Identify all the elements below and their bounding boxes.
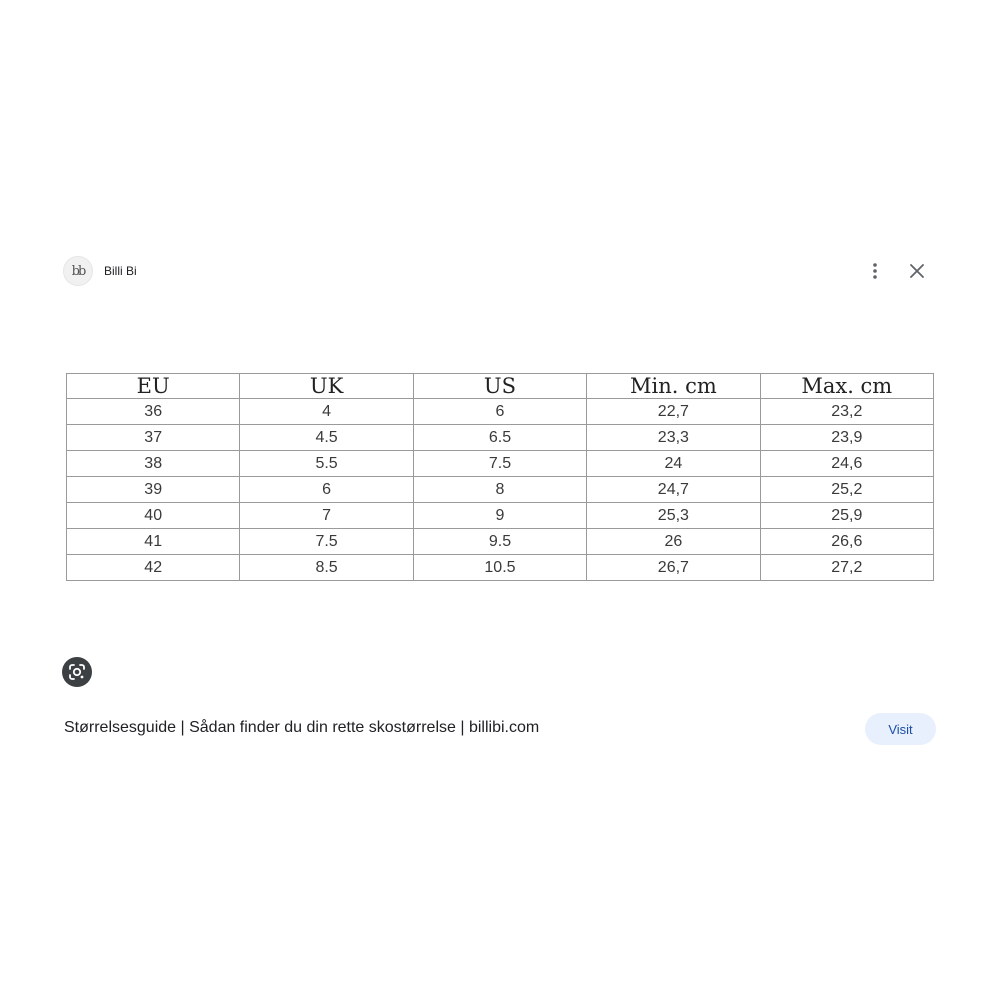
table-cell: 10.5 bbox=[413, 555, 586, 581]
result-header bbox=[63, 256, 937, 288]
table-cell: 23,9 bbox=[760, 425, 933, 451]
result-image[interactable] bbox=[66, 373, 934, 578]
table-cell: 8 bbox=[413, 477, 586, 503]
table-row bbox=[67, 451, 934, 477]
table-cell: 7.5 bbox=[240, 529, 413, 555]
table-cell: 26,6 bbox=[760, 529, 933, 555]
table-cell: 25,2 bbox=[760, 477, 933, 503]
table-header-row bbox=[67, 374, 934, 399]
table-cell: 27,2 bbox=[760, 555, 933, 581]
table-cell: 6 bbox=[413, 399, 586, 425]
table-cell: 4 bbox=[240, 399, 413, 425]
table-row bbox=[67, 399, 934, 425]
table-cell: 26,7 bbox=[587, 555, 760, 581]
google-lens-icon bbox=[68, 663, 86, 681]
table-cell: 9 bbox=[413, 503, 586, 529]
table-row bbox=[67, 555, 934, 581]
table-cell: 38 bbox=[67, 451, 240, 477]
column-header-us: US bbox=[413, 374, 586, 399]
column-header-min-cm: Min. cm bbox=[587, 374, 760, 399]
table-row bbox=[67, 477, 934, 503]
table-cell: 36 bbox=[67, 399, 240, 425]
table-row bbox=[67, 503, 934, 529]
source-name[interactable]: Billi Bi bbox=[104, 264, 137, 278]
table-cell: 24,7 bbox=[587, 477, 760, 503]
table-row bbox=[67, 529, 934, 555]
table-cell: 40 bbox=[67, 503, 240, 529]
size-table bbox=[66, 373, 934, 581]
table-row bbox=[67, 425, 934, 451]
table-cell: 39 bbox=[67, 477, 240, 503]
result-title-link[interactable]: Størrelsesguide | Sådan finder du din rette skostørrelse | billibi.com bbox=[64, 719, 540, 736]
table-cell: 8.5 bbox=[240, 555, 413, 581]
table-cell: 26 bbox=[587, 529, 760, 555]
source-logo[interactable]: bb bbox=[63, 256, 93, 286]
table-cell: 25,9 bbox=[760, 503, 933, 529]
table-cell: 7.5 bbox=[413, 451, 586, 477]
table-cell: 41 bbox=[67, 529, 240, 555]
visit-button[interactable]: Visit bbox=[865, 713, 936, 745]
table-cell: 6.5 bbox=[413, 425, 586, 451]
table-cell: 9.5 bbox=[413, 529, 586, 555]
table-cell: 24 bbox=[587, 451, 760, 477]
table-cell: 7 bbox=[240, 503, 413, 529]
table-cell: 24,6 bbox=[760, 451, 933, 477]
column-header-max-cm: Max. cm bbox=[760, 374, 933, 399]
close-button[interactable] bbox=[905, 256, 929, 286]
table-cell: 5.5 bbox=[240, 451, 413, 477]
close-icon bbox=[910, 264, 924, 278]
table-cell: 22,7 bbox=[587, 399, 760, 425]
table-cell: 4.5 bbox=[240, 425, 413, 451]
table-cell: 23,3 bbox=[587, 425, 760, 451]
table-cell: 37 bbox=[67, 425, 240, 451]
more-options-button[interactable] bbox=[863, 256, 887, 286]
table-cell: 25,3 bbox=[587, 503, 760, 529]
table-cell: 42 bbox=[67, 555, 240, 581]
table-cell: 23,2 bbox=[760, 399, 933, 425]
column-header-eu: EU bbox=[67, 374, 240, 399]
column-header-uk: UK bbox=[240, 374, 413, 399]
google-lens-button[interactable] bbox=[62, 657, 92, 687]
more-vert-icon bbox=[872, 262, 878, 280]
table-cell: 6 bbox=[240, 477, 413, 503]
